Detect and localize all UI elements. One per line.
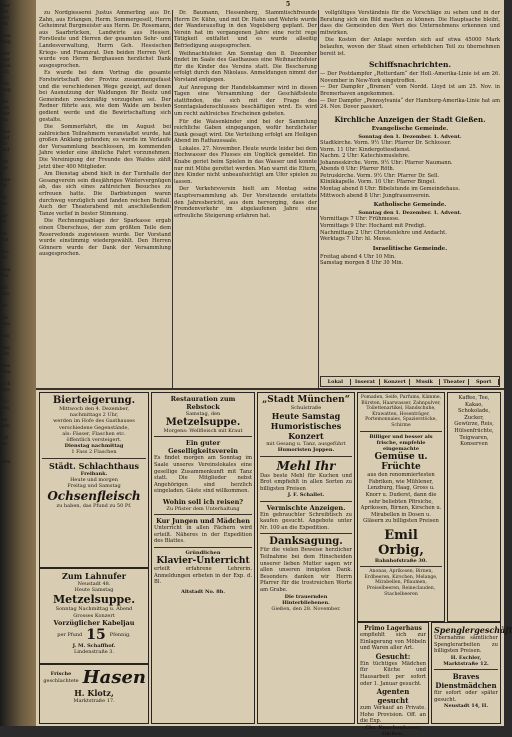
article-paragraph: Der Verkehrsverein hielt am Montag seine Hauptversammlung ab. Der Vorsitzende erstattete den Jahresbericht, aus dem hervorging, dass der Fremdenverkehr im abgelaufenen Jahre eine erfreuliche Steigerung erfahren hat.	[174, 186, 317, 219]
article-paragraph: Weihnachtsfeier. Am Sonntag den 8. Dezember findet im Saale des Gasthauses eine Weihnachtsfeier für die Kinder des Vereins statt. Die Bescherung erfolgt durch den Nikolaus. Anmeldungen nimmt der Vorstand entgegen.	[174, 50, 317, 83]
ad-heading: Vermischte Anzeigen.	[266, 503, 346, 512]
ad-hasen	[39, 664, 149, 724]
shipping-item: — Der Postdampfer „Rotterdam“ der Holl.-Amerika-Linie ist am 26. November in New-York eingetroffen.	[320, 71, 500, 84]
ad-lines	[42, 477, 146, 489]
ad-heading: Agenten gesucht	[376, 687, 410, 706]
church-item: Nachmittags 2 Uhr: Christenlehre und Andacht.	[320, 229, 447, 236]
ad-text: Billiger und besser als frische, empfehle eingemachte	[369, 433, 433, 452]
ad-heading: Ein guter Geselligkeitsverein	[168, 439, 238, 456]
church-sub-israelite: Israelitische Gemeinde.	[372, 245, 448, 252]
page-number: 5	[286, 1, 291, 8]
church-list-2	[320, 216, 500, 242]
ad-heading: Städt. Schlachthaus	[49, 460, 139, 471]
ad-title: Spenglergeschäft	[434, 625, 512, 635]
column-rule	[318, 10, 319, 388]
church-item: Petruskirche. Vorm. 9½ Uhr: Pfarrer Dr. Sell.	[320, 172, 440, 179]
ad-heading: Kur Jungen und Mädchen	[156, 517, 250, 526]
ad-center-left	[447, 392, 501, 622]
article-paragraph: Dr. Baumann, Hessenberg, Stammtischfreunde Herrn Dr. Kühn, und mit Dr. Hahn und Wehrle wurde der Wanderausflug in den Vogelsberg geplant. Der Verein hat im vergangenen Jahre eine recht rege Tätigkeit entfaltet und es wurde allseitig Befriedigung ausgesprochen.	[174, 10, 317, 49]
ad-big: Mehl Ihr	[276, 458, 336, 473]
ad-line: Neustadt 48.	[77, 581, 111, 587]
column-3-text	[320, 10, 500, 57]
church-item: Vorm. 11 Uhr: Kindergottesdienst.	[320, 146, 411, 153]
ad-line: Sonntag Nachmittag u. Abend	[55, 606, 133, 613]
church-heading: Kirchliche Anzeigen der Stadt Gießen.	[334, 114, 486, 124]
ad-heading: Gründlichen	[185, 549, 221, 556]
ad-line: verschiedene Gegenstände,	[58, 424, 130, 431]
church-item: Vormittags 7 Uhr: Frühmesse.	[320, 216, 400, 223]
ad-lines	[42, 606, 146, 618]
church-list-3	[320, 254, 500, 267]
banner-item: Musik	[410, 379, 440, 385]
ad-text: Humoristen Joppen.	[277, 447, 335, 454]
column-rule	[172, 10, 173, 388]
article-paragraph: Am Dienstag abend hielt in der Turnhalle der Gesangverein sein diesjähriges Wintervergnügen ab, das sich eines zahlreichen Besuches zu erfreuen hatte. Die Darbietungen waren durchweg vorzüglich und fanden reichen Beifall. Auch der Theaterabend mit anschließendem Tanze verlief in bester Stimmung.	[39, 171, 171, 217]
ad-line: Heute und morgen	[70, 476, 118, 483]
ad-big: Ochsenfleisch	[47, 489, 141, 504]
ad-seller: Chr. Knochenhauer, Gießen.	[365, 724, 421, 737]
ad-body: zum Verkauf an Private. Hohe Provision. Off. an die Exp.	[360, 705, 426, 725]
ad-line: als: Fässer, Flaschen etc.	[62, 430, 126, 437]
ad-line: Gewürze, Reis,	[454, 421, 494, 428]
ad-body: Übernahme sämtlicher Spenglerarbeiten zu billigsten Preisen.	[434, 635, 498, 655]
ad-title: Zum Lahnufer	[62, 571, 126, 581]
ad-lines	[42, 503, 146, 509]
ad-name: Emil Orbig,	[378, 527, 424, 558]
ad-text: Zu Pfister dem Unterhaltung	[166, 505, 240, 512]
article-paragraph: Lokales. 27. November. Heute wurde leider bei dem Hochwasser des Flusses ein Unglück gemeldet. Ein Knabe geriet beim Spielen in das Wasser und konnte nur mit Mühe gerettet werden. Man warnt die Eltern, ihre Kinder nicht unbeaufsichtigt am Ufer spielen zu lassen.	[174, 145, 317, 185]
church-date-1: Sonntag den 1. Dezember. 1. Advent.	[358, 133, 462, 140]
church-item: Johanneskirche. Vorm. 9½ Uhr: Pfarrer Naumann.	[320, 159, 453, 166]
ad-stadt-muenchen	[257, 392, 355, 724]
ad-big: Metzelsuppe.	[52, 593, 136, 607]
article-paragraph: Die Rechnungsablage der Sparkasse ergab einen Überschuss, der zum größten Teile dem Reservefonds zugewiesen wurde. Der Vorstand wurde einstimmig wiedergewählt. Den Herren Gönnern wurde der Dank der Versammlung ausgesprochen.	[39, 218, 171, 258]
ad-addr: Neustadt 14, II.	[443, 703, 489, 710]
ad-sub: Freibank.	[80, 470, 108, 477]
ad-body: Ein tüchtiges Mädchen für Küche und Hausarbeit per sofort oder 1. Januar gesucht.	[360, 660, 426, 687]
ad-lines	[42, 406, 146, 443]
ad-title: „Stadt München“	[262, 395, 350, 405]
church-item: Stadtkirche. Vorm. 9½ Uhr: Pfarrer Dr. Schlosser.	[320, 139, 452, 146]
ad-restauration	[151, 392, 255, 724]
church-item: Mittwoch abend 8 Uhr: Jungfrauenverein.	[320, 192, 431, 199]
church-item: Werktags 7 Uhr: hl. Messe.	[320, 236, 392, 243]
ad-price: 15	[86, 626, 106, 643]
ad-body: für sofort oder später gesucht.	[434, 690, 498, 703]
ad-line: Freitag und Samstag	[67, 483, 121, 490]
ad-addr: Bahnhofstraße 30.	[374, 557, 428, 564]
ad-body: empfiehlt sich zur Einlagerung von Möbeln und Waren aller Art.	[360, 632, 426, 652]
ad-heading: Vorzüglicher Kabeljau	[53, 618, 135, 627]
ad-line: zu haben, das Pfund zu 50 Pf.	[56, 503, 132, 510]
ad-seller: J. F. Schallet.	[287, 492, 325, 499]
ad-line: Heute Samstag	[74, 587, 114, 594]
ad-body: Unterricht in allen Fächern wird erteilt. Näheres in der Expedition des Blattes.	[154, 525, 252, 545]
ad-body: Es findet morgen am Sonntag im Saale unseres Vereinslokales eine gesellige Zusammenkunft mit Tanz statt. Die Mitglieder nebst Angehörigen sind herzlich eingeladen. Gäste sind willkommen.	[154, 455, 252, 495]
ad-spengler	[431, 622, 512, 724]
ad-heading: Wohin soll ich reisen?	[162, 497, 244, 506]
ad-bottom: Anonas, Aprikosen, Birnen, Erdbeeren, Kirschen, Melange, Mirabellen, Pflaumen, Preiselbeeren, Reineclauden, Stachelbeeren	[364, 569, 438, 597]
ad-signature: Die trauernden Hinterbliebenen.	[282, 593, 330, 606]
ad-body: Ein gebrauchter Schreibtisch zu kaufen gesucht. Angebote unter Nr. 100 an die Expedition.	[260, 511, 352, 531]
church-item: Klinikkapelle. Vorm. 10 Uhr: Pfarrer Bingel.	[320, 179, 436, 186]
article-paragraph: zu Nordgiesserei Justus Ammerling aus Dr. Zahn, aus Erlangen, Herm. Sommergesell, Herrn Geheimrat Burgmeister aus Herm. Dr. Rosemann, aus Saarbrücken, Landwirte aus Hessen, Forstleute und Herren der gesamten Sehr- und Landesverwaltung, Herrn Geh. Hessischen Kriegs- und Finanzrat. Den beiden Herren Verf. wurde von Herrn Berghausen herzlichst Dank ausgesprochen.	[39, 10, 171, 69]
ad-heading: Gesucht:	[375, 651, 411, 661]
ad-heading: Braves Dienstmädchen	[435, 672, 497, 691]
ad-addr: Lindenstraße 3.	[73, 649, 115, 656]
ad-body: aus den renommiertesten Fabriken, wie Mühlener, Lenzburg, Haag, Gross u. Knorr u. Duderst, dann die sehr beliebten Pfirsiche, Aprikosen, Birnen, Kirschen u. Mirabellen in Dosen u. Gläsern zu billigsten Preisen	[360, 472, 442, 525]
ad-big: Humoristisches Konzert	[270, 421, 342, 442]
ad-sub2: 1 Fass 2 Flaschen	[71, 449, 117, 456]
ad-line: Hülsenfrüchte,	[454, 427, 494, 434]
banner-item: Inserat	[351, 379, 381, 385]
ad-line: Kaffee, Tee, Kakao,	[458, 395, 490, 408]
ad-orbig	[357, 392, 445, 622]
ad-title: Bierteigerung.	[52, 395, 136, 406]
church-item: Montag abend 8 Uhr: Bibelstunde im Gemeindehaus.	[320, 186, 461, 193]
ad-text: Frische	[50, 671, 72, 678]
banner-item: Theater	[440, 379, 470, 385]
ad-unit: Pfennig.	[109, 631, 131, 638]
ad-zum-lahnufer	[39, 568, 149, 664]
column-3	[320, 10, 500, 388]
ad-big: Klavier-Unterricht	[156, 556, 250, 567]
ad-text: Schulstraße	[290, 405, 322, 411]
banner-item: Konzert	[380, 379, 410, 385]
ad-seller: H. Klotz,	[74, 688, 114, 698]
article-paragraph: Die Sommerfahrt, die im August bei zahlreichen Teilnehmern veranstaltet wurde, hat großen Anklang gefunden; es wurde im Verlaufe der Versammlung beschlossen, im kommenden Jahre wieder eine ähnliche Fahrt vorzunehmen. Die Vereinigung der Freunde des Waldes zählt jetzt über 400 Mitglieder.	[39, 124, 171, 170]
church-sub-evangelical: Evangelische Gemeinde.	[371, 125, 449, 132]
ad-body: Für die vielen Beweise herzlicher Teilnahme bei dem Hinscheiden unserer lieben Mutter sagen wir allen unseren innigsten Dank. Besonders danken wir Herrn Pfarrer für die trostreichen Worte am Grabe.	[260, 547, 352, 593]
church-item: Abends 6 Uhr: Pfarrer Röth.	[320, 166, 395, 173]
church-item: Samstag morgen 8 Uhr 30 Min.	[320, 260, 404, 267]
article-paragraph: Die Kosten der Anlage werden sich auf etwa 45000 Mark belaufen, wovon der Staat einen erheblichen Teil zu übernehmen bereit ist.	[320, 37, 500, 57]
binding-gutter	[0, 0, 36, 726]
ad-line: Teigwaren, Konserven	[459, 434, 489, 448]
newspaper-page	[36, 0, 512, 737]
article-paragraph: Es wurde bei dem Vortrag die gesamte Forstwirtschaft der Provinz zusammengefasst und die verschiedenen Wege gezeigt, auf denen bei Ausnutzung der Waldungen für Besitz und Gemeinden zweckmäßig vorzugehen sei. Der Redner führte aus, wie dem Walde am besten gedient werde und die Bewirtschaftung sich gestalte.	[39, 70, 171, 123]
ad-line: Grosses Konzert	[73, 612, 115, 619]
ad-text: per Pfund	[57, 631, 83, 638]
column-2	[174, 10, 317, 388]
column-1	[39, 10, 171, 388]
ad-title: Restauration zum Rebstock	[170, 395, 236, 411]
ad-lines	[42, 581, 146, 593]
section-rule	[36, 388, 504, 390]
ad-top: Pomaden, Seife, Parfums, Kämme, Bürsten, Haarwasser, Zahnpulver, Toilettenartikel, Handschuhe, Krawatten, Hosenträger, Portemonnaies, Spazierstöcke, Schirme	[360, 395, 442, 428]
church-item: Nachm. 2 Uhr: Katechismuslehre.	[320, 153, 410, 160]
ad-line: Schokolade, Zucker,	[458, 408, 490, 421]
ad-text: mit Gesang u. Tanz, ausgeführt	[266, 441, 346, 448]
ad-bierteig	[39, 392, 149, 568]
ad-big: Hasen	[82, 667, 146, 688]
ad-seller: J. M. Schaffhof.	[72, 642, 116, 649]
article-paragraph: Für die Waisenkinder sind bei der Sammlung reichliche Gaben eingegangen, wofür herzlichster Dank gesagt wird. Die Verteilung erfolgt am Heiligen Abend im Rathaussaale.	[174, 118, 317, 145]
banner-item: Lokal	[321, 379, 351, 385]
ad-text: Samstag, den	[185, 411, 221, 417]
shipping-heading: Schiffsnachrichten.	[368, 60, 452, 70]
ad-body: erteilt erfahrene Lehrerin. Anmeldungen erbeten in der Exp. d. Bl.	[154, 566, 252, 586]
ad-line: Mittwoch den 4. Dezember,	[59, 406, 129, 412]
ad-line: nachmittags 2 Uhr,	[69, 412, 119, 419]
decorative-banner	[320, 376, 500, 387]
banner-item: Sport	[469, 379, 499, 385]
article-paragraph: Auf Anregung der Handelskammer wird in diesen Tagen eine Versammlung der Geschäftsleute stattfinden, die sich mit der Frage des Sonntagsladenschlusses beschäftigen wird. Es wird um recht zahlreiches Erscheinen gebeten.	[174, 84, 317, 117]
ad-addr: Marktstraße 17.	[73, 698, 115, 704]
ad-primo	[357, 622, 429, 737]
church-date-2: Sonntag den 1. Dezember. 1. Advent.	[358, 210, 462, 217]
article-paragraph: vollgültiges Verständnis für die Vorschläge zu sehen und in der Beratung sich ein Bild machen zu können. Die Hauptsache bleibt, dass die Gemeinden den Wert des Unternehmens erkennen und mitwirken.	[320, 10, 500, 36]
church-list-1	[320, 140, 500, 199]
shipping-item: — Der Dampfer „Bremen“ vom Nordd. Lloyd ist am 25. Nov. in Bremerhaven angekommen.	[320, 84, 500, 97]
ad-addr: Altstadt No. 8b.	[180, 588, 225, 595]
ad-big: Metzelsuppe.	[165, 417, 241, 429]
ad-seller: H. Eschler, Marktstraße 12.	[443, 654, 489, 667]
shipping-list	[320, 71, 500, 111]
ad-big: Gemüse u. Früchte	[374, 452, 428, 473]
church-item: Freitag abend 4 Uhr 10 Min.	[320, 253, 396, 260]
ad-sub: Dienstag nachmittag	[64, 443, 124, 450]
ad-heading: Danksagung.	[269, 536, 343, 548]
gutter-text: ner sei ust lhl nen mig der ber ühe ich ine ung Be- hm ohr nn bes ind al- ind eit ge che ilt In ra ar- in Di rin Ro- uf- hen tte rd ibe ar- jte ons ein hec ein nes lem uch ges Ui- ien ve ern igt er- - den	[2, 4, 11, 465]
ad-heading: Heute Samstag	[271, 411, 341, 422]
ad-text: Morgens: Wellfleisch mit Kraut	[163, 428, 243, 435]
church-item: Vormittags 9 Uhr: Hochamt mit Predigt.	[320, 223, 426, 230]
ad-line: öffentlich versteigert.	[66, 437, 122, 444]
ad-body: Das beste Mehl für Kuchen und Brot empfiehlt in allen Sorten zu billigsten Preisen	[260, 472, 352, 492]
ad-lines	[450, 395, 498, 448]
shipping-item: — Der Dampfer „Pennsylvania“ der Hamburg-Amerika-Linie hat am 24. Nov. Dover passiert.	[320, 97, 500, 111]
church-sub-catholic: Katholische Gemeinde.	[373, 202, 447, 209]
ad-line: werden im Hofe des Gasthauses	[53, 418, 135, 425]
ad-text: geschlachtete	[43, 677, 79, 684]
ad-date: Gießen, den 28. November.	[271, 605, 341, 612]
ad-title: Primo Lagerhaus	[364, 625, 422, 632]
